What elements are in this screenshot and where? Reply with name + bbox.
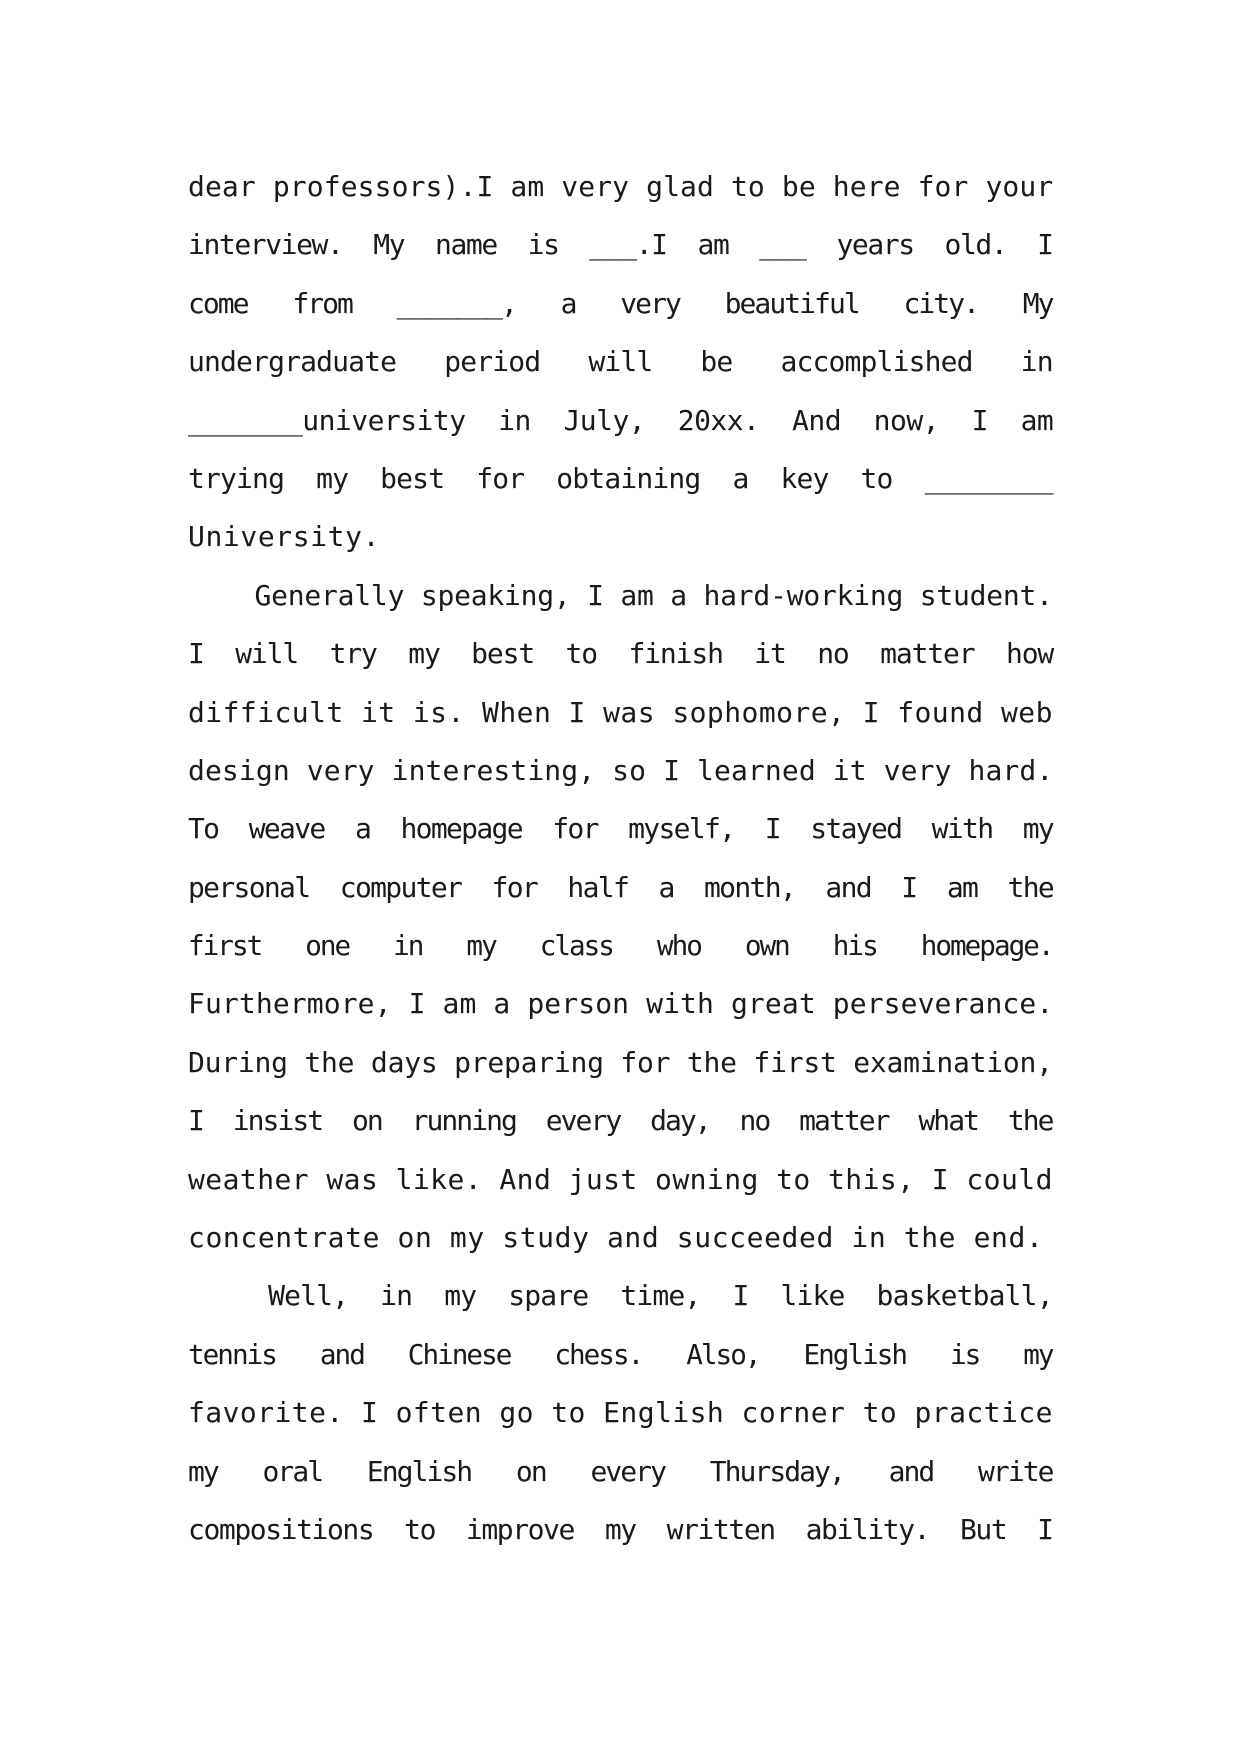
text-line: Furthermore, I am a person with great perseverance.: [188, 987, 1054, 1021]
paragraph-2: [188, 567, 1053, 1268]
text-line: Generally speaking, I am a hard-working student.: [188, 578, 1053, 612]
text-line: concentrate on my study and succeeded in the end.: [188, 1221, 1044, 1255]
text-line: weather was like. And just owning to this, I could: [188, 1162, 1053, 1196]
text-line: dear professors).I am very glad to be here for your: [188, 170, 1054, 203]
text-line: design very interesting, so I learned it very hard.: [188, 753, 1054, 787]
text-line: To weave a homepage for myself, I stayed with my: [188, 812, 1054, 846]
paragraph-1: [188, 158, 1053, 567]
text-line: my oral English on every Thursday, and write: [188, 1454, 1053, 1488]
text-line: Well, in my spare time, I like basketball,: [188, 1279, 1053, 1313]
text-line: first one in my class who own his homepage.: [188, 929, 1053, 963]
text-line: undergraduate period will be accomplished in: [188, 345, 1053, 379]
text-line: tennis and Chinese chess. Also, English is my: [188, 1337, 1053, 1371]
text-line: During the days preparing for the first examination,: [188, 1045, 1053, 1079]
text-line: _______university in July, 20xx. And now, I am: [188, 403, 1054, 437]
body-text: [188, 158, 1053, 1559]
text-line: come from _______, a very beautiful city. My: [188, 286, 1053, 320]
paragraph-3: [188, 1267, 1053, 1559]
text-line: compositions to improve my written ability. But I: [188, 1512, 1053, 1546]
text-line: University.: [188, 520, 381, 554]
text-line: I will try my best to finish it no matter how: [188, 637, 1054, 671]
text-line: interview. My name is ___.I am ___ years old. I: [188, 228, 1053, 262]
text-line: personal computer for half a month, and I am the: [188, 870, 1054, 904]
text-line: favorite. I often go to English corner to practice: [188, 1396, 1053, 1430]
text-line: I insist on running every day, no matter what the: [188, 1104, 1053, 1138]
text-line: difficult it is. When I was sophomore, I found web: [188, 695, 1053, 729]
text-line: trying my best for obtaining a key to ________: [188, 461, 1053, 495]
